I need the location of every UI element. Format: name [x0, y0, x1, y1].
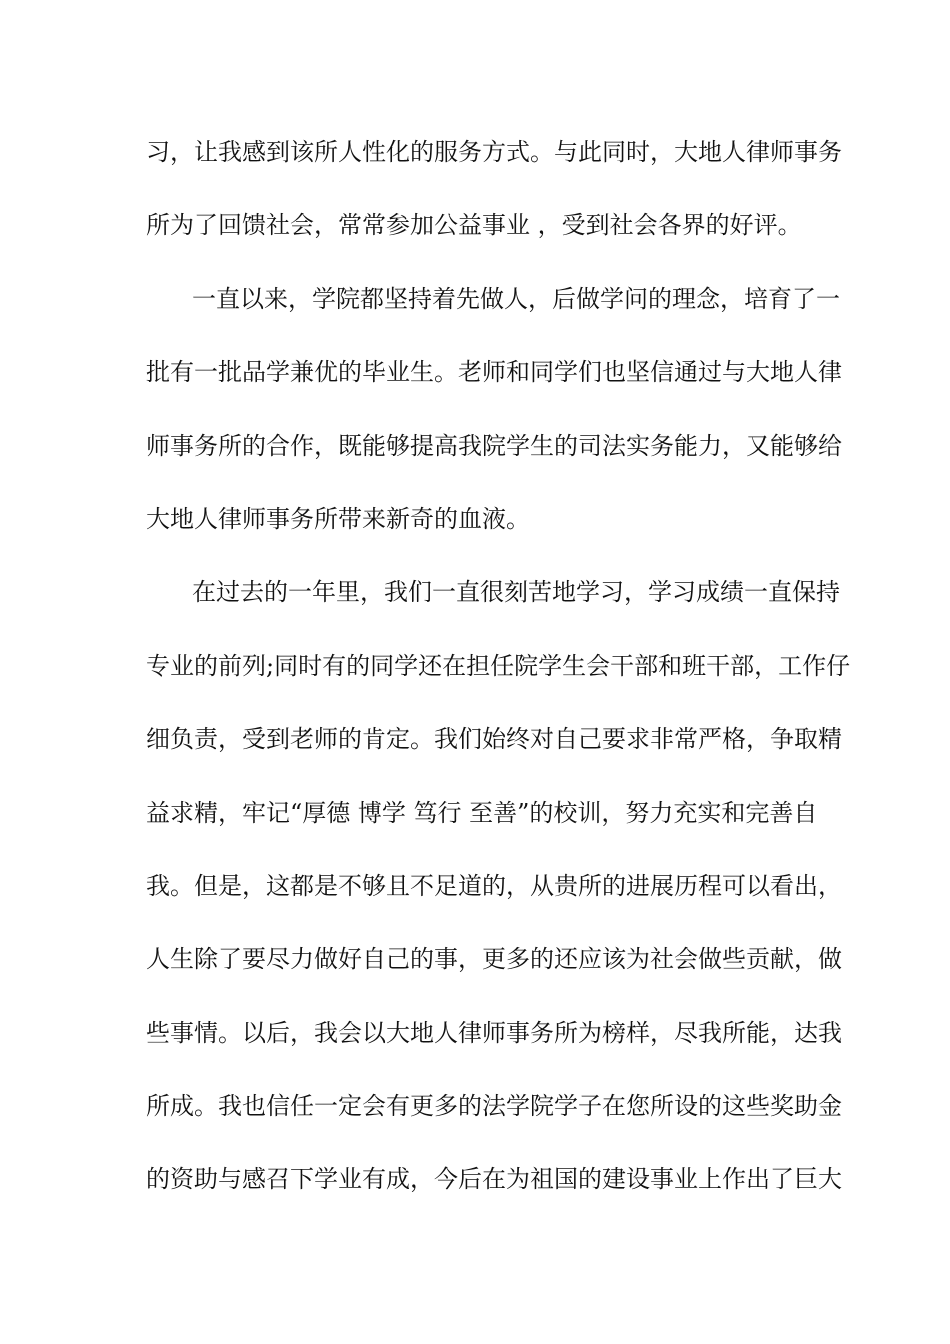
text-line: 师事务所的合作，既能够提高我院学生的司法实务能力，又能够给 — [146, 431, 842, 460]
text-line: 一直以来，学院都坚持着先做人，后做学问的理念，培育了一 — [192, 284, 840, 313]
text-line: 在过去的一年里，我们一直很刻苦地学习，学习成绩一直保持 — [192, 578, 840, 607]
text-line: 些事情。以后，我会以大地人律师事务所为榜样，尽我所能，达我 — [146, 1018, 842, 1047]
text-line: 习，让我感到该所人性化的服务方式。与此同时，大地人律师事务 — [146, 138, 842, 166]
text-line: 大地人律师事务所带来新奇的血液。 — [146, 504, 530, 533]
text-line: 益求精，牢记“厚德 博学 笃行 至善”的校训，努力充实和完善自 — [146, 798, 818, 827]
text-line: 细负责，受到老师的肯定。我们始终对自己要求非常严格，争取精 — [146, 725, 842, 754]
text-line: 的资助与感召下学业有成，今后在为祖国的建设事业上作出了巨大 — [146, 1165, 842, 1194]
body-text — [146, 130, 851, 1231]
text-line: 我。但是，这都是不够且不足道的，从贵所的进展历程可以看出， — [146, 871, 842, 900]
text-line: 所成。我也信任一定会有更多的法学院学子在您所设的这些奖助金 — [146, 1092, 842, 1121]
text-line: 人生除了要尽力做好自己的事，更多的还应该为社会做些贡献，做 — [146, 945, 842, 974]
text-line: 批有一批品学兼优的毕业生。老师和同学们也坚信通过与大地人律 — [146, 358, 842, 387]
text-line: 所为了回馈社会，常常参加公益事业 ，受到社会各界的好评。 — [146, 211, 802, 240]
text-line: 专业的前列;同时有的同学还在担任院学生会干部和班干部，工作仔 — [146, 651, 851, 680]
